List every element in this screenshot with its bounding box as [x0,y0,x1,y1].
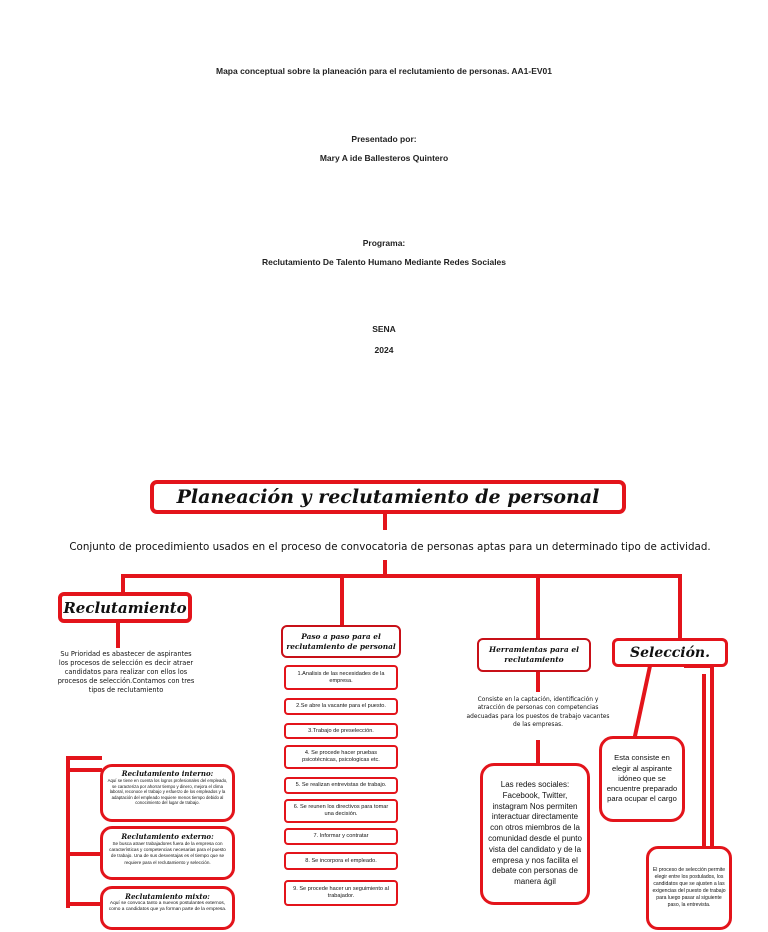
reclutamiento-title-box [58,592,192,623]
step-7: 7. Informar y contratar [284,828,398,845]
herramientas-title: Herramientas para el reclutamiento [489,644,579,664]
reclutamiento-description: Su Prioridad es abastecer de aspirantes los procesos de selección es decir atraer candidatos para realizar con ellos los procesos de selección.Contamos con tres tipos de reclutamiento [57,650,195,695]
pasos-title: Paso a paso para el reclutamiento de personal [286,631,396,651]
step-4: 4. Se procede hacer pruebas psicotécnicas, psicologicas etc. [284,745,398,769]
institution-name: SENA [372,324,396,334]
document-title: Mapa conceptual sobre la planeación para el reclutamiento de personas. AA1-EV01 [215,66,552,76]
step-2: 2.Se abre la vacante para el puesto. [284,698,398,715]
mixed-title: Reclutamiento mixto: [125,892,210,901]
external-title: Reclutamiento externo: [121,832,214,841]
external-text: Se busca atraer trabajadores fuera de la empresa con características y competencias necesarias para el puesto de trabajo. Una de sus desventajas es el tiempo que se requiere para el reclutamiento y selección. [109,841,226,865]
step-9: 9. Se procede hacer un seguimiento al trabajador. [284,880,398,906]
definition-text: Conjunto de procedimiento usados en el proceso de convocatoria de personas aptas para un determinado tipo de actividad. [69,541,711,553]
seleccion-title-box [612,638,728,667]
seleccion-detail: El proceso de selección permite elegir entre los postulados, los candidatos que se ajusten a las exigencias del puesto de trabajo para luego pasar al siguiente paso, la entrevista. [652,866,726,909]
step-8: 8. Se incorpora el empleado. [284,852,398,870]
step-1: 1.Analisis de las necesidades de la empresa. [284,665,398,690]
seleccion-detail-box [646,846,732,930]
program-name: Reclutamiento De Talento Humano Mediante Redes Sociales [261,257,507,267]
seleccion-title: Selección. [629,644,710,661]
year: 2024 [374,345,394,355]
mixed-text: Aquí se convoca tanto a nuevos postulantes externos, como a candidatos que ya forman parte de la empresa. [108,901,227,913]
redes-sociales-box [480,763,590,905]
main-title: Planeación y reclutamiento de personal [176,486,600,508]
step-5: 5. Se realizan entrevistas de trabajo. [284,777,398,794]
internal-text: Aquí se tiene en cuenta los logros profesionales del empleado, se caracteriza por ahorrar tiempo y dinero, mejora el clima laboral, reconoce el trabajo y esfuerzo de los empleados y la adaptación del empleado requiere menos tiempo debido al conocimiento del lugar de trabajo. [107,778,228,806]
recruitment-type-external [100,826,235,880]
herramientas-description: Consiste en la captación, identificación y atracción de personas con competencias adecuadas para los puestos de trabajo vacantes de las empresas. [466,697,610,728]
step-6: 6. Se reunen los directivos para tomar una decisión. [284,799,398,823]
seleccion-description-box [599,736,685,822]
main-title-box [150,480,626,514]
presented-by-label: Presentado por: [351,134,417,144]
internal-title: Reclutamiento interno: [121,769,214,778]
reclutamiento-title: Reclutamiento [63,598,187,617]
author-name: Mary A ide Ballesteros Quintero [319,153,449,163]
program-label: Programa: [362,238,406,248]
redes-sociales-text: Las redes sociales: Facebook, Twitter, instagram Nos permiten interactuar directamente con otros miembros de la comunidad desde el punto vista del candidato y de la empresa y nos facilita el debate con personas de manera ágil [488,780,582,887]
herramientas-title-box [477,638,591,672]
pasos-title-box [281,625,401,658]
seleccion-description: Esta consiste en elegir al aspirante idóneo que se encuentre preparado para ocupar el cargo [606,753,678,804]
step-3: 3.Trabajo de preselección. [284,723,398,739]
recruitment-type-internal [100,764,235,822]
recruitment-type-mixed [100,886,235,930]
